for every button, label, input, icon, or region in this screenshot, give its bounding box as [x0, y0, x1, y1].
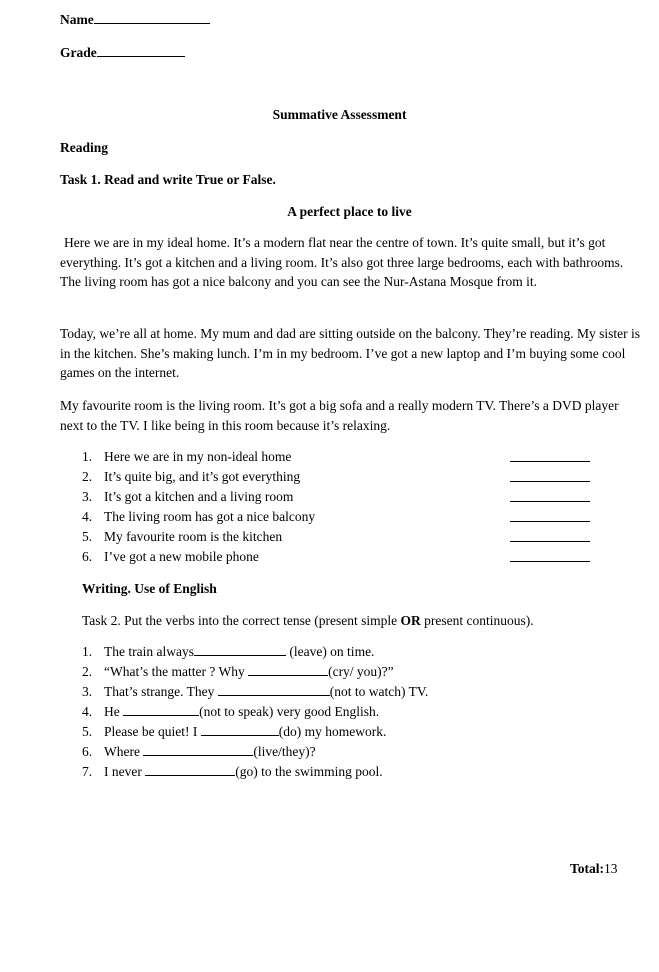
task2-heading — [82, 611, 534, 631]
list-item — [82, 642, 622, 662]
answer-blank[interactable] — [510, 527, 590, 542]
statement-text: It’s got a kitchen and a living room — [104, 489, 294, 504]
grade-label: Grade — [60, 45, 97, 60]
total-score — [570, 859, 618, 879]
item-text-after: (leave) on time. — [289, 644, 375, 659]
item-text-before: The train always — [104, 644, 194, 659]
item-number: 6. — [82, 549, 93, 564]
grade-blank[interactable] — [97, 42, 185, 57]
true-false-list — [82, 447, 602, 567]
list-item — [82, 547, 602, 567]
item-text-before: He — [104, 704, 120, 719]
item-number: 3. — [82, 684, 93, 699]
list-item — [82, 702, 622, 722]
answer-blank[interactable] — [218, 682, 330, 696]
item-text-after: (go) to the swimming pool. — [235, 764, 383, 779]
item-text-after: (cry/ you)?” — [328, 664, 394, 679]
answer-blank[interactable] — [510, 547, 590, 562]
item-number: 3. — [82, 489, 93, 504]
item-text-before: “What’s the matter ? Why — [104, 664, 245, 679]
name-label: Name — [60, 12, 94, 27]
item-number: 1. — [82, 644, 93, 659]
item-number: 2. — [82, 664, 93, 679]
answer-blank[interactable] — [194, 642, 286, 656]
page-title: Summative Assessment — [272, 107, 407, 122]
statement-text: It’s quite big, and it’s got everything — [104, 469, 301, 484]
list-item — [82, 527, 602, 547]
answer-blank[interactable] — [143, 742, 253, 756]
list-item — [82, 722, 622, 742]
name-field[interactable] — [60, 9, 210, 30]
statement-text: Here we are in my non-ideal home — [104, 449, 292, 464]
item-number: 5. — [82, 529, 93, 544]
statement-text: The living room has got a nice balcony — [104, 509, 316, 524]
grade-field[interactable] — [60, 42, 185, 63]
statement-text: I’ve got a new mobile phone — [104, 549, 259, 564]
task2-heading-or: OR — [400, 613, 421, 628]
task1-heading: Task 1. Read and write True or False. — [60, 172, 276, 187]
answer-blank[interactable] — [201, 722, 279, 736]
answer-blank[interactable] — [145, 762, 235, 776]
grammar-list — [82, 642, 622, 782]
answer-blank[interactable] — [510, 507, 590, 522]
item-text-before: Where — [104, 744, 140, 759]
item-text-before: Please be quiet! I — [104, 724, 198, 739]
item-text-after: (live/they)? — [253, 744, 316, 759]
total-label: Total: — [570, 861, 605, 876]
item-number: 5. — [82, 724, 93, 739]
answer-blank[interactable] — [510, 487, 590, 502]
statement-text: My favourite room is the kitchen — [104, 529, 283, 544]
name-blank[interactable] — [94, 9, 210, 24]
item-number: 1. — [82, 449, 93, 464]
reading-paragraph-3: My favourite room is the living room. It’s got a big sofa and a really modern TV. There’s a DVD player next to the TV. I like being in this room because it’s relaxing. — [60, 398, 619, 433]
text-title: A perfect place to live — [287, 204, 412, 219]
task2-heading-end: present continuous). — [420, 613, 534, 628]
list-item — [82, 682, 622, 702]
section-reading-heading: Reading — [60, 140, 109, 155]
task2-heading-start: Task 2. Put the verbs into the correct tense (present simple — [82, 613, 401, 628]
item-text-before: I never — [104, 764, 142, 779]
answer-blank[interactable] — [248, 662, 328, 676]
reading-paragraph-1: Here we are in my ideal home. It’s a modern flat near the centre of town. It’s quite small, but it’s got everything. It’s got a kitchen and a living room. It’s also got three large bedrooms, each with bathrooms. The living room has got a nice balcony and you can see the Nur-Astana Mosque from it. — [60, 235, 624, 289]
list-item — [82, 447, 602, 467]
item-number: 6. — [82, 744, 93, 759]
list-item — [82, 662, 622, 682]
reading-paragraph-2: Today, we’re all at home. My mum and dad are sitting outside on the balcony. They’re reading. My sister is in the kitchen. She’s making lunch. I’m in my bedroom. I’ve got a new laptop and I’m buying some cool games on the internet. — [60, 326, 641, 380]
list-item — [82, 507, 602, 527]
item-text-after: (not to watch) TV. — [329, 684, 429, 699]
item-text-after: (not to speak) very good English. — [199, 704, 380, 719]
item-number: 4. — [82, 704, 93, 719]
item-text-after: (do) my homework. — [278, 724, 387, 739]
item-number: 7. — [82, 764, 93, 779]
item-number: 2. — [82, 469, 93, 484]
list-item — [82, 487, 602, 507]
answer-blank[interactable] — [123, 702, 199, 716]
list-item — [82, 467, 602, 487]
section-writing-heading: Writing. Use of English — [82, 581, 217, 596]
list-item — [82, 742, 622, 762]
answer-blank[interactable] — [510, 467, 590, 482]
list-item — [82, 762, 622, 782]
item-text-before: That’s strange. They — [104, 684, 215, 699]
total-value: 13 — [604, 861, 618, 876]
answer-blank[interactable] — [510, 447, 590, 462]
item-number: 4. — [82, 509, 93, 524]
